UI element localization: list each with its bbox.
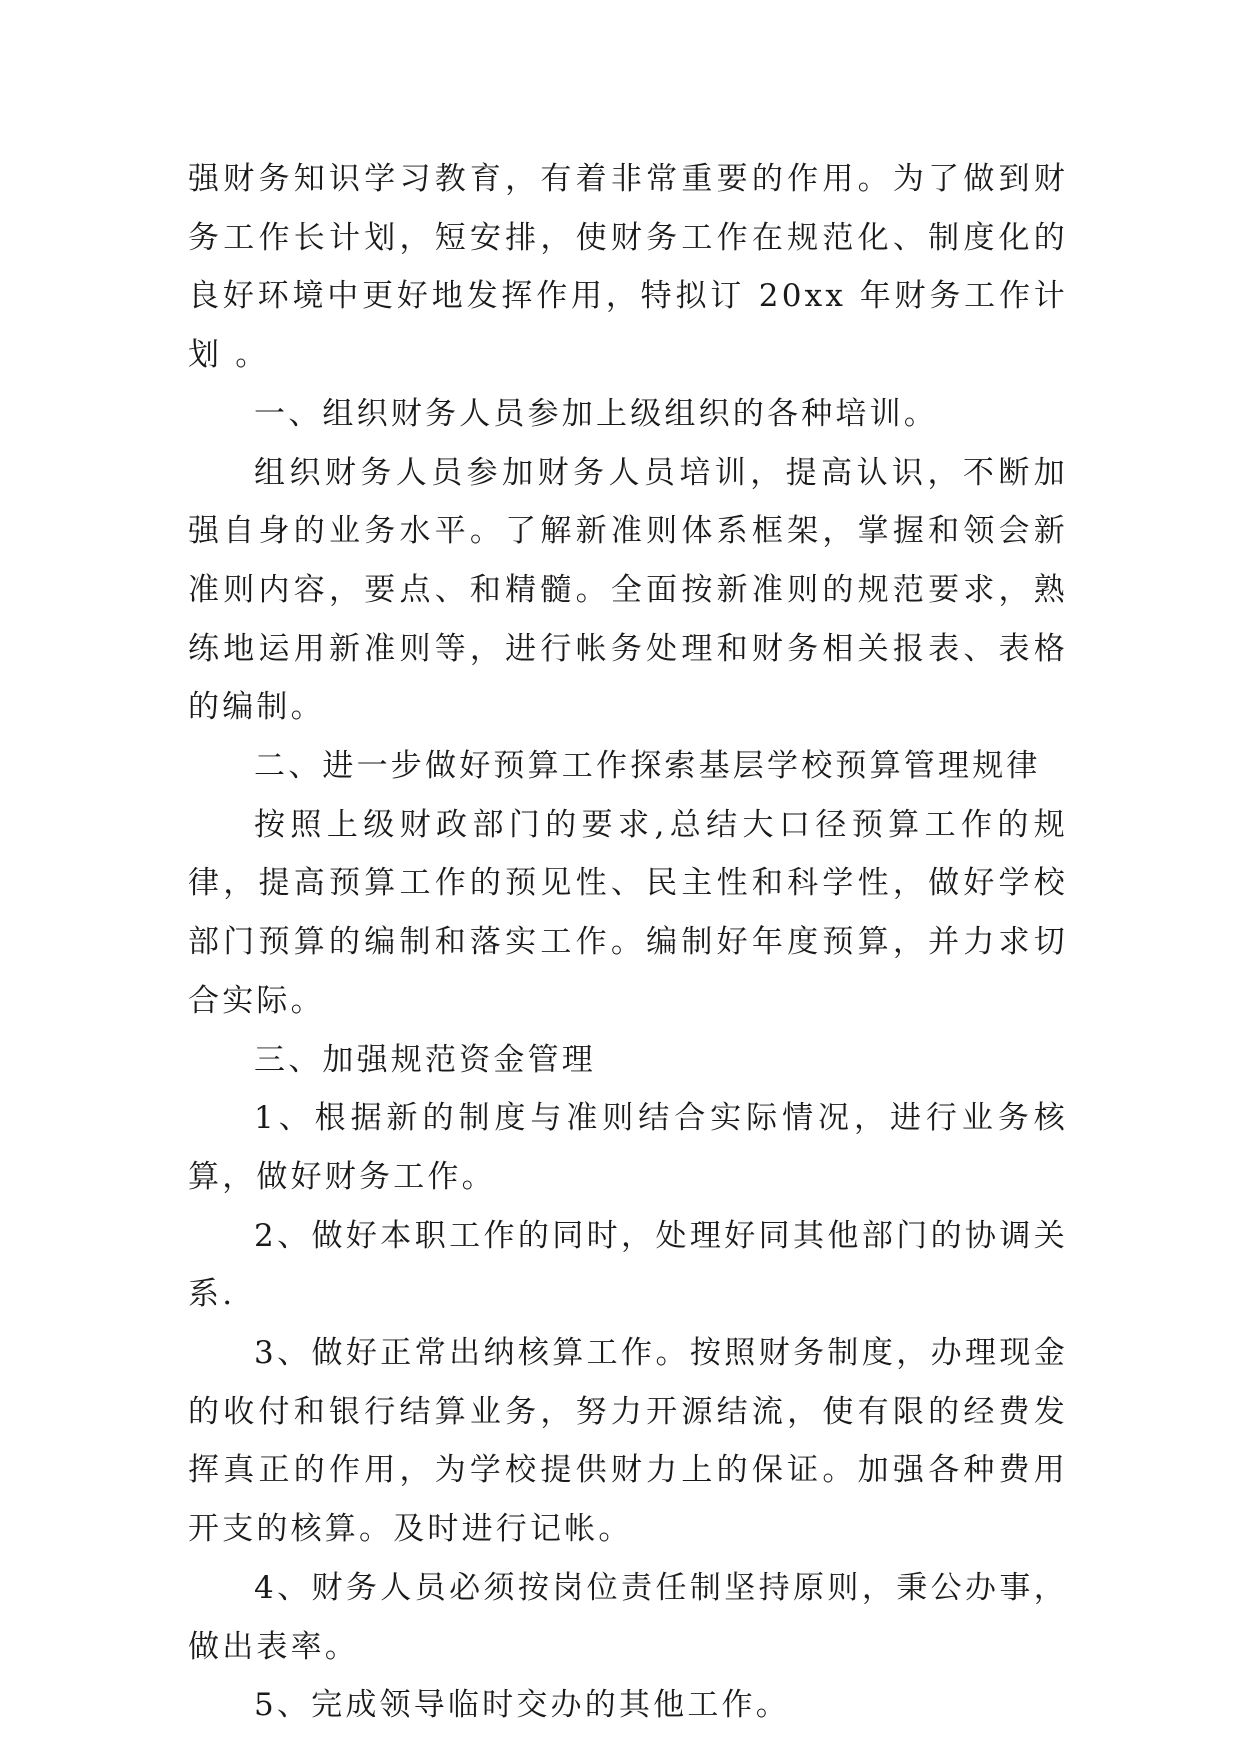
list-item-4: 4、财务人员必须按岗位责任制坚持原则，秉公办事，做出表率。 (188, 1569, 1068, 1665)
section-heading-1: 一、组织财务人员参加上级组织的各种培训。 (254, 395, 938, 432)
paragraph-training: 组织财务人员参加财务人员培训，提高认识，不断加强自身的业务水平。了解新准则体系框架，掌握和领会新准则内容，要点、和精髓。全面按新准则的规范要求，熟练地运用新准则等，进行帐务处理和财务相关报表、表格的编制。 (188, 454, 1068, 726)
section-heading-3: 三、加强规范资金管理 (254, 1041, 596, 1078)
list-item-3: 3、做好正常出纳核算工作。按照财务制度，办理现金的收付和银行结算业务，努力开源结流，使有限的经费发挥真正的作用，为学校提供财力上的保证。加强各种费用开支的核算。及时进行记帐。 (188, 1335, 1068, 1548)
section-heading-2: 二、进一步做好预算工作探索基层学校预算管理规律 (254, 748, 1041, 785)
list-item-2: 2、做好本职工作的同时，处理好同其他部门的协调关系. (188, 1217, 1068, 1313)
list-item-5: 5、完成领导临时交办的其他工作。 (254, 1687, 790, 1724)
paragraph-budget: 按照上级财政部门的要求,总结大口径预算工作的规律，提高预算工作的预见性、民主性和科学性，做好学校部门预算的编制和落实工作。编制好年度预算，并力求切合实际。 (188, 806, 1068, 1019)
document-body (188, 150, 1068, 1735)
paragraph-intro: 强财务知识学习教育，有着非常重要的作用。为了做到财务工作长计划，短安排，使财务工作在规范化、制度化的良好环境中更好地发挥作用，特拟订 20xx 年财务工作计划 。 (188, 161, 1068, 374)
list-item-1: 1、根据新的制度与准则结合实际情况，进行业务核算，做好财务工作。 (188, 1100, 1068, 1195)
